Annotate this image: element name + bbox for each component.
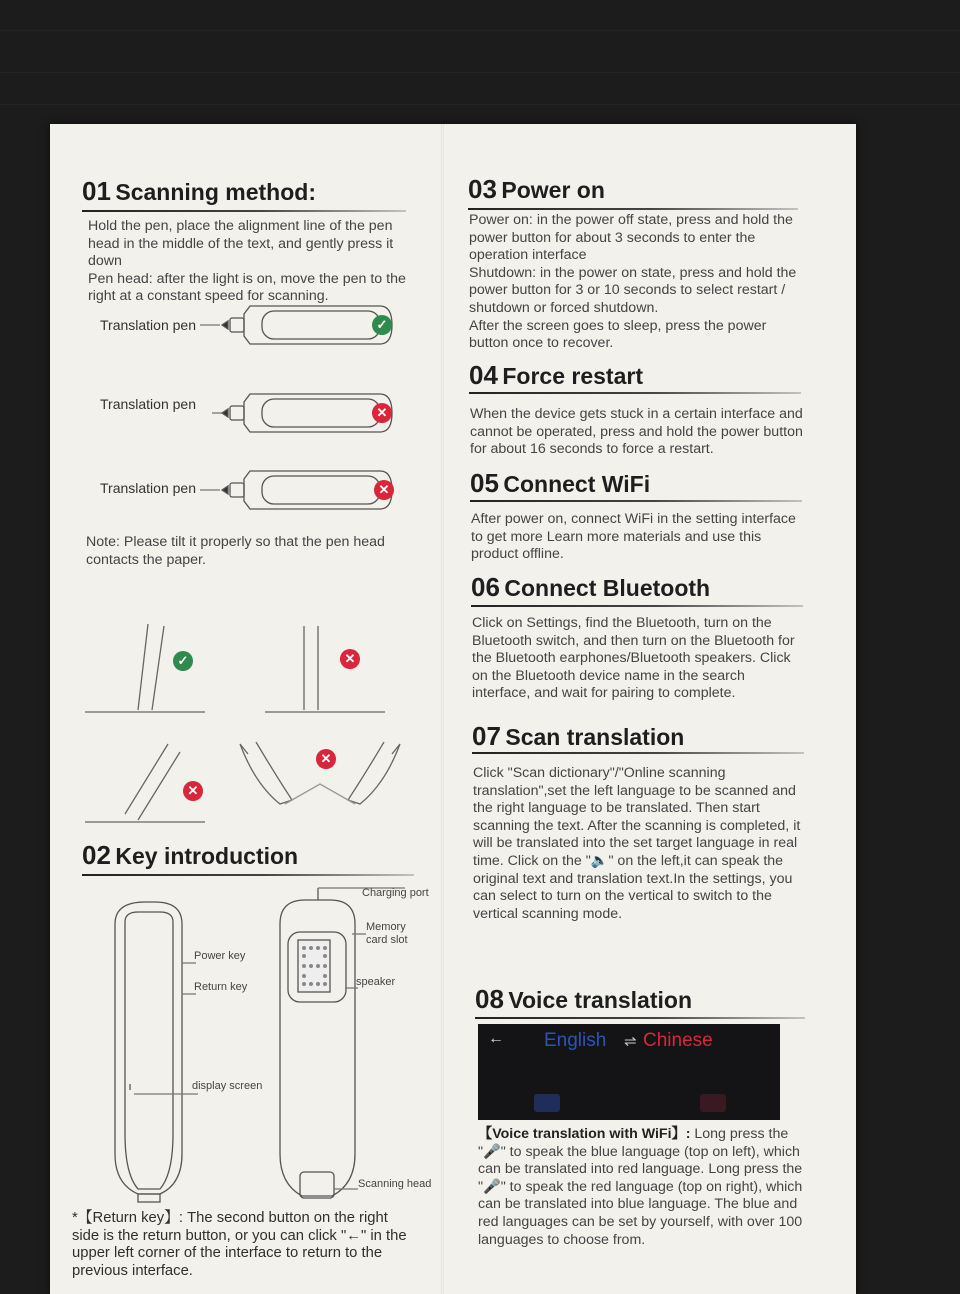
power-on-text: Power on: in the power off state, press and hold the power button for about 3 seconds to enter the operation interface Shutdown: in the power on state, press and hold the power button for 3 or 10 seconds to select restart / shutdown or forced shutdown. After the screen goes to sleep, press the power button once to recover.	[469, 212, 797, 352]
mic-blue-icon[interactable]	[534, 1094, 560, 1112]
heading-rule	[472, 752, 804, 754]
check-icon: ✓	[372, 315, 392, 335]
swap-icon[interactable]: ⇌	[624, 1033, 637, 1050]
cross-icon: ✕	[374, 480, 394, 500]
language-right[interactable]: Chinese	[643, 1030, 713, 1051]
pen-label-2: Translation pen	[100, 396, 196, 412]
heading-scanning-method: 01 Scanning method:	[82, 176, 316, 206]
heading-rule	[475, 1017, 805, 1019]
pen-alignment-diagram	[200, 302, 400, 532]
heading-scan-translation: 07 Scan translation	[472, 721, 685, 751]
language-left[interactable]: English	[544, 1030, 607, 1051]
pen-label-3: Translation pen	[100, 480, 196, 496]
heading-key-introduction: 02 Key introduction	[82, 840, 299, 870]
cross-icon: ✕	[316, 749, 336, 769]
manual-sheet	[50, 124, 856, 1294]
label-speaker: speaker	[356, 976, 396, 988]
pen-label-1: Translation pen	[100, 317, 196, 333]
heading-rule	[468, 208, 798, 210]
heading-rule	[82, 210, 406, 212]
label-display-screen: display screen	[192, 1080, 263, 1092]
mic-red-icon[interactable]	[700, 1094, 726, 1112]
heading-force-restart: 04 Force restart	[469, 360, 643, 390]
heading-connect-bluetooth: 06 Connect Bluetooth	[471, 572, 711, 602]
heading-voice-translation: 08 Voice translation	[475, 984, 692, 1014]
label-return-key: Return key	[194, 981, 248, 993]
heading-rule	[469, 392, 801, 394]
fold-crease	[441, 124, 444, 1294]
tilt-angle-diagram	[80, 614, 420, 834]
back-arrow-icon[interactable]: ←	[488, 1030, 504, 1047]
connect-bluetooth-text: Click on Settings, find the Bluetooth, turn on the Bluetooth switch, and then turn on the Bluetooth for the Bluetooth earphones/Bluetooth speakers. Click on the Bluetooth device name in the search interface, and wait for pairing to complete.	[472, 615, 795, 702]
label-power-key: Power key	[194, 950, 246, 962]
voice-translation-text	[478, 1126, 816, 1249]
return-key-footnote: *【Return key】: The second button on the right side is the return button, or you can click "←" in the upper left corner of the interface to return to the previous interface.	[72, 1210, 407, 1279]
heading-rule	[82, 874, 414, 876]
scan-translation-text: Click "Scan dictionary"/"Online scanning translation",set the left language to be scanned and the right language to be translated. Then start scanning the text. After the scanning is completed, it will be translated into the set target language in real time. Click on the "🔈" on the left,it can speak the original text and translation text.In the settings, you can select to turn on the vertical to switch to the vertical scanning mode.	[473, 765, 801, 922]
tilt-note: Note: Please tilt it properly so that the pen head contacts the paper.	[86, 534, 385, 568]
cross-icon: ✕	[372, 403, 392, 423]
cross-icon: ✕	[340, 649, 360, 669]
heading-connect-wifi: 05 Connect WiFi	[470, 468, 651, 498]
cross-icon: ✕	[183, 781, 203, 801]
check-icon: ✓	[173, 651, 193, 671]
label-memory-card-slot: Memory card slot	[366, 921, 408, 946]
voice-translation-lead: 【Voice translation with WiFi】:	[478, 1126, 691, 1142]
heading-rule	[470, 500, 802, 502]
voice-translation-body: Long press the "🎤" to speak the blue language (top on left), which can be translated into red language. Long press the "🎤" to speak the red language (top on right), which can be translated into blue language. The blue and red languages can be set by yourself, with over 100 languages to choose from.	[478, 1126, 803, 1248]
connect-wifi-text: After power on, connect WiFi in the setting interface to get more Learn more materials and use this product offline.	[471, 511, 796, 563]
heading-rule	[471, 605, 803, 607]
translation-screen	[478, 1024, 780, 1120]
scanning-method-text: Hold the pen, place the alignment line of the pen head in the middle of the text, and gently press it down Pen head: after the light is on, move the pen to the right at a constant speed for scanning.	[88, 218, 406, 305]
heading-power-on: 03 Power on	[468, 174, 605, 204]
force-restart-text: When the device gets stuck in a certain interface and cannot be operated, press and hold the power button for about 16 seconds to force a restart.	[470, 406, 803, 458]
label-scanning-head: Scanning head	[358, 1178, 432, 1190]
label-charging-port: Charging port	[362, 887, 429, 899]
